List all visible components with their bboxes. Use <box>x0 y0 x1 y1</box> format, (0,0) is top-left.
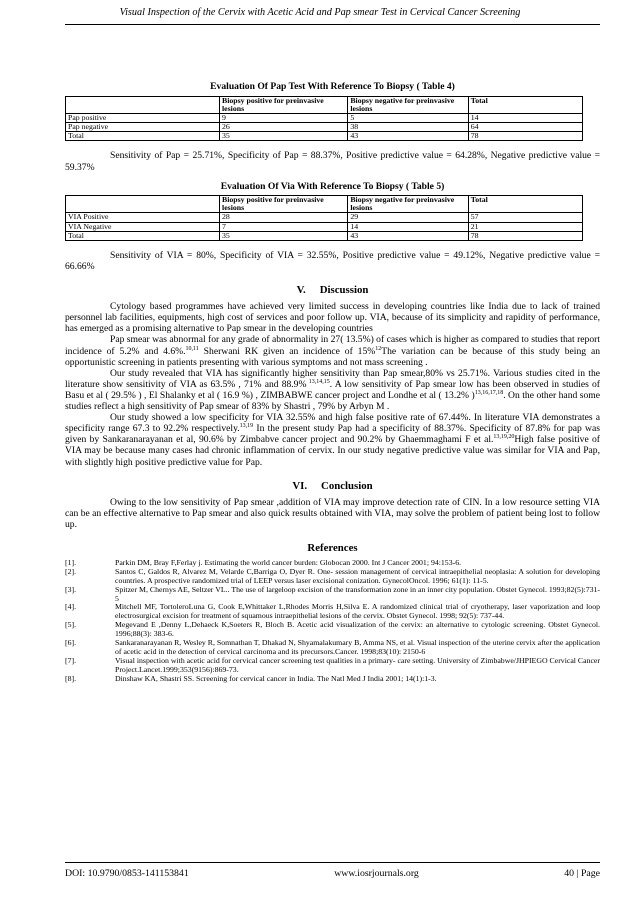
reference-text: Mitchell MF, TortoleroLuna G, Cook E,Whittaker L,Rhodes Morris H,Silva E. A randomized clinical trial of cryotherapy, laser vaporization and loop electrosurgical excision for treatment of squamous intraepithelial lesions of the cervix. Obstet Gynecol. 1998; 92(5): 737-44. <box>115 602 600 621</box>
pap-statistics: Sensitivity of Pap = 25.71%, Specificity of Pap = 88.37%, Positive predictive value = 64.28%, Negative predictive value = 59.37% <box>65 150 600 173</box>
table4-title: Evaluation Of Pap Test With Reference To Biopsy ( Table 4) <box>210 81 455 92</box>
reference-number: [3]. <box>65 584 77 594</box>
citation: 13,19 <box>239 423 254 430</box>
text-run: The variation can be because of this study being an opportunistic screening in patients presenting with various symptoms and not mass screening . <box>65 345 600 368</box>
footer-rule <box>65 862 600 863</box>
page-footer <box>65 868 600 879</box>
table-row <box>66 222 583 231</box>
section-title: Conclusion <box>321 479 373 492</box>
table-cell: 21 <box>468 222 582 231</box>
table-cell: 5 <box>348 113 468 122</box>
table-cell: 35 <box>220 132 348 141</box>
text-run: Sherwani RK given an incidence of 15% <box>198 345 376 357</box>
table-row <box>66 213 583 222</box>
reference-number: [4]. <box>65 602 77 612</box>
table-row <box>66 132 583 141</box>
text-run: In the present study Pap had a specificity of 88.37%. Specificity of 87.8% for pap was given by Sankaranarayanan et al, 90.6% by Zimbabve cancer project and 90.2% by Ghaemmaghami F et al. <box>65 423 600 446</box>
table-header-cell: Biopsy positive for preinvasive lesions <box>220 196 348 213</box>
table-cell: 28 <box>220 213 348 222</box>
table-cell: 38 <box>348 123 468 132</box>
citation: 12 <box>375 345 382 352</box>
reference-list <box>65 559 600 684</box>
table-header-cell: Total <box>468 96 582 113</box>
citation: 13,16,17,18 <box>474 389 504 396</box>
discussion-paragraph-4 <box>65 412 600 467</box>
conclusion-heading <box>65 480 600 492</box>
list-item <box>65 657 600 675</box>
reference-number: [7]. <box>65 655 77 665</box>
doi-text: DOI: 10.9790/0853-141153841 <box>65 868 189 879</box>
text-run: . On the other hand some studies reflect a high sensitivity of Pap smear of 83% by Shastri , 79% by Arbyn M . <box>65 389 601 413</box>
via-statistics: Sensitivity of VIA = 80%, Specificity of VIA = 32.55%, Positive predictive value = 49.12%, Negative predictive value = 66.66% <box>65 250 600 273</box>
table-header-cell <box>66 196 220 213</box>
table-header-cell: Biopsy negative for preinvasive lesions <box>348 96 468 113</box>
discussion-paragraph-2 <box>65 334 600 367</box>
table-cell: 64 <box>468 123 582 132</box>
citation: 10,11 <box>185 345 199 352</box>
table-cell: 78 <box>468 132 582 141</box>
table-row <box>66 231 583 240</box>
table-header-cell: Biopsy negative for preinvasive lesions <box>348 196 468 213</box>
table5-header-row <box>66 196 583 213</box>
table-header-cell: Biopsy positive for preinvasive lesions <box>220 96 348 113</box>
table4 <box>65 96 583 142</box>
list-item <box>65 675 600 684</box>
journal-site-link[interactable]: www.iosrjournals.org <box>334 868 419 879</box>
table4-header-row <box>66 96 583 113</box>
reference-text: Parkin DM, Bray F,Ferlay j. Estimating the world cancer burden: Globocan 2000. Int J Cancer 2001; 94:153-6. <box>115 557 462 567</box>
table-cell: 43 <box>348 231 468 240</box>
table-cell: 43 <box>348 132 468 141</box>
citation: 13,14,15 <box>306 378 330 385</box>
section-number: VI. <box>292 479 308 492</box>
table-header-cell: Total <box>468 196 582 213</box>
table-cell: 14 <box>348 222 468 231</box>
list-item <box>65 603 600 621</box>
conclusion-paragraph: Owing to the low sensitivity of Pap smear ,addition of VIA may improve detection rate of CIN. In a low resource setting VIA can be an effective alternative to Pap smear and also quick results obtained with VIA, may solve the problem of patient being lost to follow up. <box>65 496 600 530</box>
table-cell: VIA Negative <box>66 222 220 231</box>
text-run: Our study revealed that VIA has significantly higher sensitivity than Pap smear,80% vs 25.71%. Various studies cited in the literature show sensitivity of VIA as 63.5% , 71% and 88.9% <box>65 367 600 390</box>
list-item <box>65 639 600 657</box>
discussion-heading <box>65 284 600 296</box>
table5-title: Evaluation Of Via With Reference To Biopsy ( Table 5) <box>220 180 445 192</box>
citation: 13,19,20 <box>493 434 515 441</box>
table-cell: Total <box>66 231 220 240</box>
text-run: Our study showed a low specificity for VIA 32.55% and high false positive rate of 67.44%. In literature VIA demonstrates a specificity range 67.3 to 92.2% respectively. <box>65 412 600 435</box>
table-cell: VIA Positive <box>66 213 220 222</box>
table-cell: 35 <box>220 231 348 240</box>
discussion-paragraph-1: Cytology based programmes have achieved very limited success in developing countries like India due to lack of trained personnel lab facilities, equipments, high cost of services and poor follow up. VIA, because of its simplicity and rapidity of performance, has emerged as a promising alternative to Pap smear in the developing countries <box>65 301 600 335</box>
reference-text: Sankaranarayanan R, Wesley R, Somnathan T, Dhakad N, Shyamalakumary B, Amma NS, et al. Visual inspection of the uterine cervix after the application of acetic acid in the detection of cervical carcinoma and its precursors.Cancer. 1998;83(10): 2150-6 <box>115 638 600 656</box>
table-row <box>66 123 583 132</box>
section-title: Discussion <box>319 284 369 297</box>
references-heading: References <box>307 541 358 554</box>
reference-text: Dinshaw KA, Shastri SS. Screening for cervical cancer in India. The Natl Med J India 2001; 14(1):1-3. <box>115 673 437 683</box>
table-cell: 14 <box>468 113 582 122</box>
text-run: Pap smear was abnormal for any grade of abnormality in 27( 13.5%) of cases which is higher as compared to studies that report incidence of 5.2% and 4.6%. <box>65 334 600 357</box>
table-cell: Pap negative <box>66 123 220 132</box>
section-number: V. <box>296 284 306 297</box>
reference-number: [6]. <box>65 638 77 648</box>
reference-number: [8]. <box>65 673 77 683</box>
list-item <box>65 568 600 586</box>
text-run: High false positive of VIA may be because many cases had chronic inflammation of cervix. In our study negative predictive value was similar for VIA and Pap, with slightly high positive predictive value for Pap. <box>65 434 600 468</box>
table-cell: 7 <box>220 222 348 231</box>
reference-number: [2]. <box>65 566 77 576</box>
list-item <box>65 621 600 639</box>
reference-text: Santos C, Galdos R, Alvarez M, Velarde C,Barriga O, Dyer R. One- session management of cervical intraepithelial neoplasia: A solution for developing countries. A prospective randomized trial of LEEP versus laser excisional conization. GynecolOncol. 1996; 61(1): 11-5. <box>115 566 600 585</box>
table-header-cell <box>66 96 220 113</box>
table-row <box>66 113 583 122</box>
list-item <box>65 586 600 604</box>
table-cell: Total <box>66 132 220 141</box>
discussion-paragraph-3 <box>65 368 600 412</box>
page-content <box>65 82 600 684</box>
reference-text: Visual inspection with acetic acid for cervical cancer screening test qualities in a primary- care setting. University of Zimbabwe/JHPIEGO Cervical Cancer Project.Lancet.1999;353(9156):869-73. <box>115 655 600 674</box>
reference-number: [1]. <box>65 557 77 567</box>
table-cell: 78 <box>468 231 582 240</box>
table5 <box>65 195 583 241</box>
reference-text: Megevand E ,Denny L,Dehaeck K,Soeters R, Bloch B. Acetic acid visualization of the cervix: an alternative to cytologic screening. Obstet Gynecol. 1996;88(3): 383-6. <box>115 620 600 639</box>
table-cell: 57 <box>468 213 582 222</box>
page-number: 40 | Page <box>564 868 600 879</box>
table-cell: 26 <box>220 123 348 132</box>
running-header: Visual Inspection of the Cervix with Acetic Acid and Pap smear Test in Cervical Cancer Screening <box>119 7 521 18</box>
reference-text: Spitzer M, Chernys AE, Seltzer VL.. The use of largeloop excision of the transformation zone in an inner city population. Obstet Gynecol. 1993;82(5):731-5 <box>115 584 600 603</box>
table-cell: Pap positive <box>66 113 220 122</box>
table-cell: 29 <box>348 213 468 222</box>
header-rule <box>65 24 600 25</box>
text-run: . A low sensitivity of Pap smear low has been observed in studies of Basu et al ( 29.5% ) , El Shalanky et al ( 16.9 %) , ZIMBABWE cancer project and Londhe et al ( 13.2% ) <box>65 378 600 401</box>
reference-number: [5]. <box>65 620 77 630</box>
table-cell: 9 <box>220 113 348 122</box>
